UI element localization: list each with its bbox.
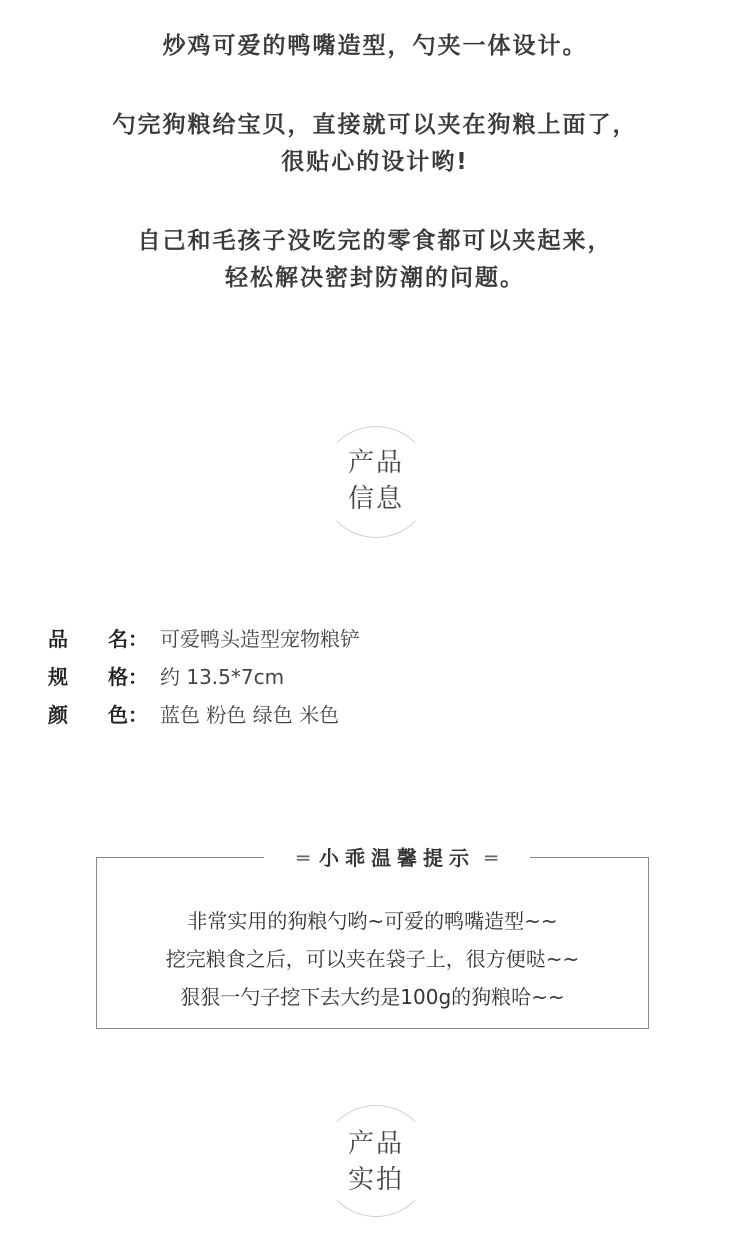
intro-paragraph-2 — [0, 107, 750, 181]
tip-line: 挖完粮食之后，可以夹在袋子上，很方便哒~~ — [165, 947, 580, 971]
spec-value: 蓝色 粉色 绿色 米色 — [160, 703, 340, 727]
intro-line: 勺完狗粮给宝贝，直接就可以夹在狗粮上面了， — [112, 112, 638, 138]
intro-paragraph-1 — [0, 28, 750, 65]
spec-row-name — [48, 620, 360, 658]
intro-line: 很贴心的设计哟! — [281, 149, 469, 175]
spec-key: 颜 色： — [48, 703, 148, 727]
badge-text-bottom: 信息 — [347, 484, 404, 514]
tips-box — [96, 846, 649, 1029]
badge-text-top: 产品 — [347, 448, 404, 478]
product-photo-badge — [320, 1105, 432, 1217]
intro-line: 自己和毛孩子没吃完的零食都可以夹起来， — [137, 228, 613, 254]
tip-line: 非常实用的狗粮勺哟~可爱的鸭嘴造型~~ — [187, 909, 558, 933]
intro-line: 炒鸡可爱的鸭嘴造型，勺夹一体设计。 — [162, 33, 588, 59]
spec-value: 可爱鸭头造型宠物粮铲 — [160, 627, 360, 651]
title-deco-left-icon: ═ — [296, 846, 309, 870]
spec-row-size — [48, 658, 360, 696]
title-deco-right-icon: ═ — [485, 846, 498, 870]
badge-text-top: 产品 — [347, 1129, 404, 1159]
badge-text-bottom: 实拍 — [347, 1165, 404, 1195]
spec-row-color — [48, 696, 360, 734]
tips-lines — [97, 902, 648, 1016]
tip-line: 狠狠一勺子挖下去大约是100g的狗粮哈~~ — [180, 985, 565, 1009]
spec-value: 约 13.5*7cm — [160, 665, 285, 689]
intro-paragraph-3 — [0, 223, 750, 297]
product-info-badge — [320, 426, 432, 538]
spec-key: 规 格： — [48, 665, 148, 689]
tips-title-text: 小乖温馨提示 — [319, 846, 475, 870]
product-specs — [48, 620, 360, 734]
intro-line: 轻松解决密封防潮的问题。 — [225, 265, 525, 291]
tips-title — [264, 843, 530, 873]
spec-key: 品 名： — [48, 627, 148, 651]
